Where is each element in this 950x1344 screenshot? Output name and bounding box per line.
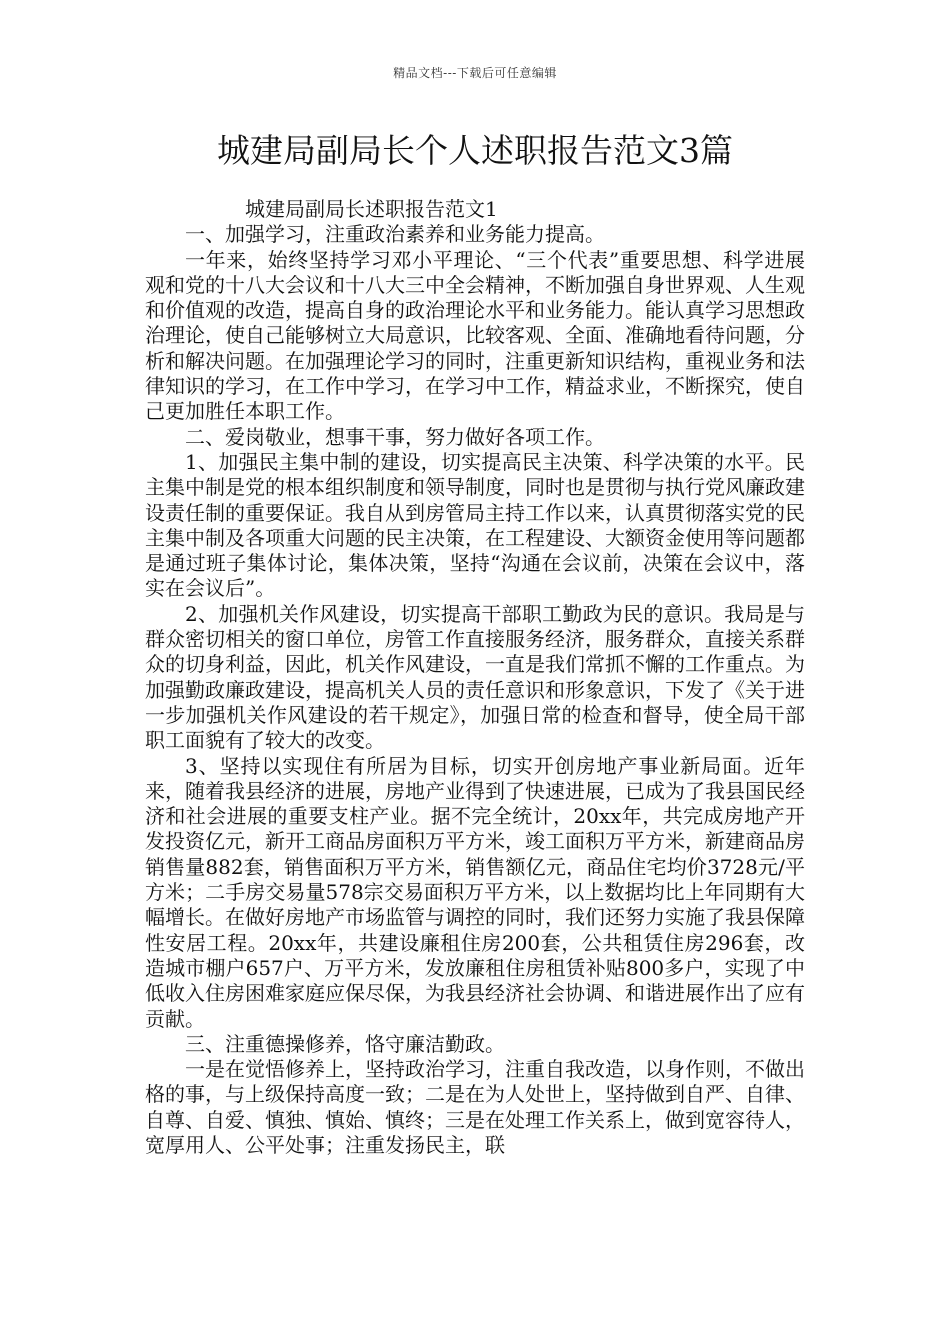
paragraph: 一年来，始终坚持学习邓小平理论、“三个代表”重要思想、科学进展观和党的十八大会议和十八大三中全会精神，不断加强自身世界观、人生观和价值观的改造，提高自身的政治理论水平和业务能力。能认真学习思想政治理论，使自己能够树立大局意识，比较客观、全面、准确地看待问题，分析和解决问题。在加强理论学习的同时，注重更新知识结构，重视业务和法律知识的学习，在工作中学习，在学习中工作，精益求业，不断探究，使自己更加胜任本职工作。 [145,247,805,424]
paragraph: 3、坚持以实现住有所居为目标，切实开创房地产事业新局面。近年来，随着我县经济的进展，房地产业得到了快速进展，已成为了我县国民经济和社会进展的重要支柱产业。据不完全统计，20xx年，共完成房地产开发投资亿元，新开工商品房面积万平方米，竣工面积万平方米，新建商品房销售量882套，销售面积万平方米，销售额亿元，商品住宅均价3728元/平方米；二手房交易量578宗交易面积万平方米，以上数据均比上年同期有大幅增长。在做好房地产市场监管与调控的同时，我们还努力实施了我县保障性安居工程。20xx年，共建设廉租住房200套，公共租赁住房296套，改造城市棚户657户、万平方米，发放廉租住房租赁补贴800多户，实现了中低收入住房困难家庭应保尽保，为我县经济社会协调、和谐进展作出了应有贡献。 [145,753,805,1031]
section-heading-1: 一、加强学习，注重政治素养和业务能力提高。 [185,222,605,247]
section-heading-3: 三、注重德操修养，恪守廉洁勤政。 [185,1031,505,1056]
paragraph: 1、加强民主集中制的建设，切实提高民主决策、科学决策的水平。民主集中制是党的根本组织制度和领导制度，同时也是贯彻与执行党风廉政建设责任制的重要保证。我自从到房管局主持工作以来，认真贯彻落实党的民主集中制及各项重大问题的民主决策，在工程建设、大额资金使用等问题都是通过班子集体讨论，集体决策，坚持“沟通在会议前，决策在会议中，落实在会议后”。 [145,449,805,601]
document-body [145,197,805,1158]
paragraph: 一是在觉悟修养上，坚持政治学习，注重自我改造，以身作则，不做出格的事，与上级保持高度一致；二是在为人处世上，坚持做到自严、自律、自尊、自爱、慎独、慎始、慎终；三是在处理工作关系上，做到宽容待人，宽厚用人、公平处事；注重发扬民主，联 [145,1057,805,1157]
document-title: 城建局副局长个人述职报告范文3篇 [217,131,733,170]
paragraph: 2、加强机关作风建设，切实提高干部职工勤政为民的意识。我局是与群众密切相关的窗口单位，房管工作直接服务经济，服务群众，直接关系群众的切身利益，因此，机关作风建设，一直是我们常抓不懈的工作重点。为加强勤政廉政建设，提高机关人员的责任意识和形象意识，下发了《关于进一步加强机关作风建设的若干规定》，加强日常的检查和督导，使全局干部职工面貌有了较大的改变。 [145,601,805,753]
section-heading-2: 二、爱岗敬业，想事干事，努力做好各项工作。 [185,424,605,449]
document-subtitle: 城建局副局长述职报告范文1 [245,197,498,221]
page-header-note: 精品文档---下载后可任意编辑 [393,66,557,80]
